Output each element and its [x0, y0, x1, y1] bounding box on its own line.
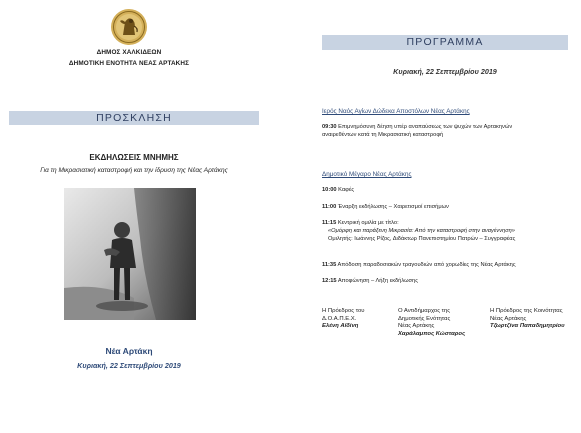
- program-item: [322, 186, 572, 194]
- item-text-continued: αναιρεθέντων κατά τη Μικρασιατική καταστροφή: [322, 132, 444, 138]
- item-time: 11:35: [322, 262, 337, 268]
- program-item: [322, 123, 572, 139]
- item-time: 09:30: [322, 124, 337, 130]
- program-page: [290, 0, 581, 433]
- signature-role: Ο Αντιδήμαρχος της: [398, 308, 451, 314]
- municipality-name: ΔΗΜΟΣ ΧΑΛΚΙΔΕΩΝ: [96, 49, 162, 56]
- item-text: Κεντρική ομιλία με τίτλο:: [337, 220, 399, 226]
- program-item: [322, 203, 572, 211]
- program-header: ΠΡΟΓΡΑΜΜΑ: [322, 35, 568, 50]
- program-item: [322, 261, 572, 269]
- signature-role: Δ.Ο.Α.Π.Ε.Χ.: [322, 315, 357, 322]
- signature-block: [490, 308, 578, 331]
- events-title: ΕΚΔΗΛΩΣΕΙΣ ΜΝΗΜΗΣ: [89, 153, 179, 162]
- municipal-seal-icon: [110, 8, 148, 46]
- signature-role: Νέας Αρτάκης: [490, 315, 527, 322]
- signature-role: Δημοτικής Ενότητας: [398, 315, 451, 322]
- event-date: Κυριακή, 22 Σεπτεμβρίου 2019: [77, 361, 181, 370]
- item-time: 12:15: [322, 278, 337, 284]
- events-subtitle: Για τη Μικρασιατική καταστροφή και την ίδρυση της Νέας Αρτάκης: [40, 167, 228, 174]
- signature-name: Ελένη Αϊδίνη: [322, 323, 359, 329]
- signature-role: Νέας Αρτάκης: [398, 323, 435, 329]
- program-item: [322, 277, 572, 285]
- invitation-page: [0, 0, 290, 433]
- program-date: Κυριακή, 22 Σεπτεμβρίου 2019: [393, 67, 497, 76]
- signature-block: [322, 308, 382, 331]
- municipal-unit-name: ΔΗΜΟΤΙΚΗ ΕΝΟΤΗΤΑ ΝΕΑΣ ΑΡΤΑΚΗΣ: [68, 60, 190, 67]
- item-time: 11:00: [322, 204, 337, 210]
- item-text: Επιμνημόσυνη δέηση υπέρ αναπαύσεως των ψυχών των Αρτακηνών: [338, 124, 513, 130]
- signature-block: [398, 308, 478, 338]
- place-name: Νέα Αρτάκη: [105, 346, 153, 356]
- program-item: [322, 219, 572, 243]
- talk-speaker: Ομιλητής: Ιωάννης Ρίζος, Διδάκτωρ Πανεπιστημίου Πατρών – Συγγραφέας: [328, 236, 516, 242]
- signature-name: Χαράλαμπος Κώσταρος: [398, 330, 466, 337]
- item-time: 11:15: [322, 220, 337, 226]
- invitation-header: ΠΡΟΣΚΛΗΣΗ: [9, 111, 259, 125]
- signature-name: Τζωρτζίνα Παπαδημητρίου: [490, 323, 565, 329]
- signature-role: Η Πρόεδρος της Κοινότητας: [490, 308, 563, 314]
- venue-church: Ιερός Ναός Αγίων Δώδεκα Αποστόλων Νέας Αρτάκης: [322, 108, 470, 115]
- child-photo: [64, 188, 196, 320]
- item-text: Αποφώνηση – Λήξη εκδήλωσης: [337, 278, 418, 284]
- venue-town-hall: Δημοτικό Μέγαρο Νέας Αρτάκης: [322, 171, 412, 178]
- item-text: Απόδοση παραδοσιακών τραγουδιών από χορωδίες της Νέας Αρτάκης: [337, 262, 516, 268]
- signature-role: Η Πρόεδρος του: [322, 308, 365, 314]
- talk-title: «Ομόρφη και παράξενη Μικρασία: Από την καταστροφή στην αναγέννηση»: [328, 228, 515, 234]
- item-text: Έναρξη εκδήλωσης – Χαιρετισμοί επισήμων: [337, 204, 449, 210]
- item-time: 10:00: [322, 187, 337, 193]
- item-text: Καφές: [338, 187, 355, 193]
